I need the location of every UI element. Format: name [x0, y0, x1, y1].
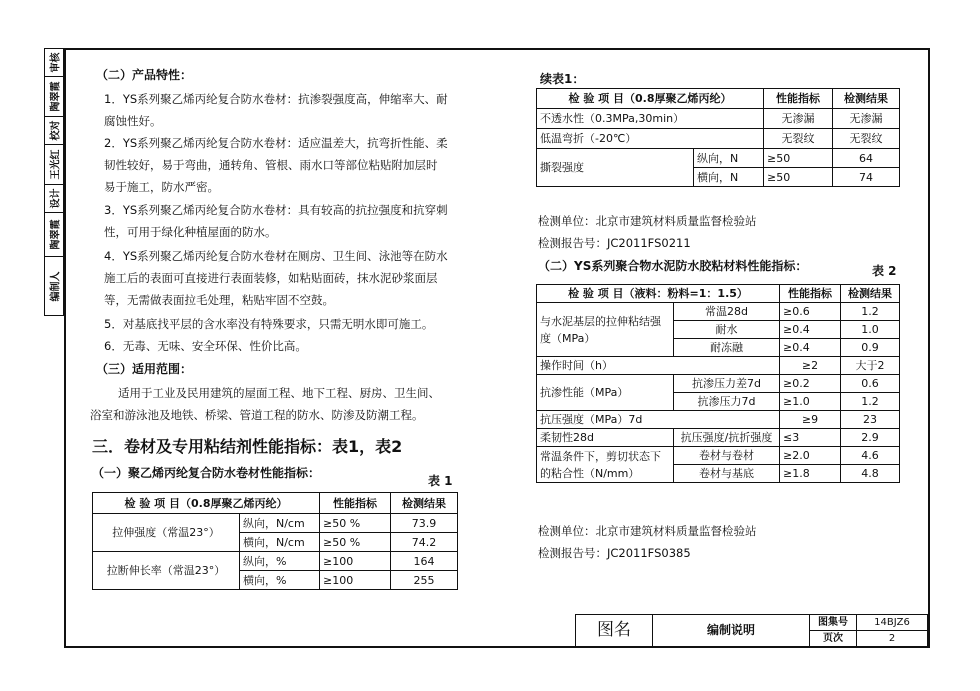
t1-row-tensile: 拉伸强度（常温23°） — [93, 514, 240, 552]
table-2 — [536, 284, 900, 483]
t2-cell: 1.2 — [841, 303, 900, 321]
t2-cell: 4.8 — [841, 465, 900, 483]
feature-4-line-b: 施工后的表面可直接进行表面装修，如粘贴面砖，抹水泥砂浆面层 — [104, 271, 438, 285]
t2-cell: ≥1.0 — [780, 393, 841, 411]
t2-cell: 常温28d — [674, 303, 780, 321]
t1c-header-result: 检测结果 — [833, 89, 900, 109]
t1-cell: 纵向，N/cm — [240, 514, 320, 533]
sign-off-strip — [44, 48, 64, 316]
t1c-header-spec: 性能指标 — [764, 89, 833, 109]
t2-row-shear: 常温条件下，剪切状态下的粘合性（N/mm） — [537, 447, 674, 483]
report-no-2: 检测报告号：JC2011FS0385 — [538, 546, 691, 560]
t1c-cell: 不透水性（0.3MPa,30min） — [537, 109, 764, 129]
sign-reviewer-name: 陶翠霞 — [45, 77, 63, 117]
t1-cell: 164 — [391, 552, 458, 571]
t1c-cell: 无渗漏 — [833, 109, 900, 129]
feature-1-line-b: 腐蚀性好。 — [104, 114, 162, 128]
title-block-page-label: 页次 — [810, 631, 857, 647]
t1-cell: 74.2 — [391, 533, 458, 552]
feature-2-line-c: 易于施工，防水严密。 — [104, 180, 219, 194]
t1c-cell: ≥50 — [764, 149, 833, 168]
t1-header-spec: 性能指标 — [320, 493, 391, 514]
t2-cell: ≥2.0 — [780, 447, 841, 465]
t2-cell: 4.6 — [841, 447, 900, 465]
feature-3-line-b: 性，可用于绿化种植屋面的防水。 — [104, 225, 277, 239]
scope-line-b: 浴室和游泳池及地铁、桥梁、管道工程的防水、防渗及防潮工程。 — [90, 408, 424, 422]
t2-cell: 卷材与基底 — [674, 465, 780, 483]
t1-cell: 255 — [391, 571, 458, 590]
sign-checker-name: 王光红 — [45, 145, 63, 185]
feature-4-line-a: 4．YS系列聚乙烯丙纶复合防水卷材在厕房、卫生间、泳池等在防水 — [104, 249, 448, 263]
section-scope-title: （三）适用范围： — [96, 362, 193, 376]
t1-cell: 横向，N/cm — [240, 533, 320, 552]
t2-cell: ≥0.6 — [780, 303, 841, 321]
table2-label: 表 2 — [872, 264, 897, 278]
table1-label: 表 1 — [428, 474, 453, 488]
table2-title: （二）YS系列聚合物水泥防水胶粘材料性能指标： — [538, 259, 808, 273]
t2-cell: ≥0.2 — [780, 375, 841, 393]
t1c-cell: 低温弯折（-20℃） — [537, 129, 764, 149]
t1c-cell: 横向，N — [694, 168, 764, 187]
t2-cell: 1.2 — [841, 393, 900, 411]
t2-cell: ≥2 — [780, 357, 841, 375]
feature-5: 5．对基底找平层的含水率没有特殊要求，只需无明水即可施工。 — [104, 317, 434, 331]
t2-cell: ≥1.8 — [780, 465, 841, 483]
feature-1-line-a: 1．YS系列聚乙烯丙纶复合防水卷材：抗渗裂强度高，伸缩率大、耐 — [104, 92, 448, 106]
t1c-row-tear: 撕裂强度 — [537, 149, 694, 187]
t1c-cell: 无裂纹 — [833, 129, 900, 149]
feature-2-line-a: 2．YS系列聚乙烯丙纶复合防水卷材：适应温差大，抗弯折性能、柔 — [104, 136, 448, 150]
t1-cell: ≥50 % — [320, 533, 391, 552]
table1-title: （一）聚乙烯丙纶复合防水卷材性能指标： — [92, 466, 321, 480]
title-block-page: 2 — [857, 631, 928, 647]
t1-cell: 纵向，% — [240, 552, 320, 571]
sign-reviewer-label: 审核 — [45, 49, 63, 77]
t1-row-elongation: 拉断伸长率（常温23°） — [93, 552, 240, 590]
t2-row-flexibility: 柔韧性28d — [537, 429, 674, 447]
feature-2-line-b: 韧性较好，易于弯曲，通转角、管根、雨水口等部位粘贴附加层时 — [104, 158, 438, 172]
title-block-name: 编制说明 — [653, 615, 810, 647]
title-block-atlas: 14BJZ6 — [857, 615, 928, 631]
table-1-continued — [536, 88, 900, 187]
t1-cell: 73.9 — [391, 514, 458, 533]
t2-cell: 1.0 — [841, 321, 900, 339]
t2-cell: ≥9 — [780, 411, 841, 429]
t2-cell: 耐水 — [674, 321, 780, 339]
t2-cell: 耐冻融 — [674, 339, 780, 357]
t1c-header-item: 检 验 项 目（0.8厚聚乙烯丙纶） — [537, 89, 764, 109]
t2-cell: 23 — [841, 411, 900, 429]
section-product-features-title: （二）产品特性： — [96, 68, 193, 82]
t1-header-result: 检测结果 — [391, 493, 458, 514]
sign-author-label: 编制人 — [50, 271, 62, 301]
feature-4-line-c: 等，无需做表面拉毛处理，粘贴牢固不空鼓。 — [104, 293, 334, 307]
t1-header-item: 检 验 项 目（0.8厚聚乙烯丙纶） — [93, 493, 320, 514]
report-no-1: 检测报告号：JC2011FS0211 — [538, 236, 691, 250]
t2-cell: 0.6 — [841, 375, 900, 393]
t2-row-seepage: 抗渗性能（MPa） — [537, 375, 674, 411]
title-block — [575, 614, 928, 647]
table-1 — [92, 492, 458, 590]
t1c-cell: 无裂纹 — [764, 129, 833, 149]
t2-cell: 抗渗压力7d — [674, 393, 780, 411]
t2-cell: ≤3 — [780, 429, 841, 447]
t1-cell: ≥100 — [320, 552, 391, 571]
t2-cell: 抗压强度/抗折强度 — [674, 429, 780, 447]
t2-cell: 卷材与卷材 — [674, 447, 780, 465]
t1c-cell: ≥50 — [764, 168, 833, 187]
sign-designer-label: 设计 — [45, 185, 63, 213]
t2-cell: ≥0.4 — [780, 321, 841, 339]
table1-continued-title: 续表1： — [540, 72, 585, 86]
feature-3-line-a: 3．YS系列聚乙烯丙纶复合防水卷材：具有较高的抗拉强度和抗穿刺 — [104, 203, 448, 217]
t2-header-item: 检 验 项 目（液料：粉料=1：1.5） — [537, 285, 780, 303]
t1c-cell: 纵向，N — [694, 149, 764, 168]
t2-row-bond: 与水泥基层的拉伸粘结强度（MPa） — [537, 303, 674, 357]
t1c-cell: 74 — [833, 168, 900, 187]
t2-cell: 大于2 — [841, 357, 900, 375]
t1-cell: ≥100 — [320, 571, 391, 590]
t2-cell: 抗渗压力差7d — [674, 375, 780, 393]
t2-cell: ≥0.4 — [780, 339, 841, 357]
t2-cell: 2.9 — [841, 429, 900, 447]
t2-row-optime: 操作时间（h） — [537, 357, 780, 375]
scope-line-a: 适用于工业及民用建筑的屋面工程、地下工程、厨房、卫生间、 — [118, 386, 440, 400]
heading-section-3: 三．卷材及专用粘结剂性能指标：表1，表2 — [92, 437, 403, 456]
test-unit-1: 检测单位：北京市建筑材料质量监督检验站 — [538, 214, 757, 228]
sign-checker-label: 校对 — [45, 117, 63, 145]
feature-6: 6．无毒、无味、安全环保、性价比高。 — [104, 339, 307, 353]
t2-cell: 0.9 — [841, 339, 900, 357]
t2-header-spec: 性能指标 — [780, 285, 841, 303]
t1-cell: 横向，% — [240, 571, 320, 590]
title-block-atlas-label: 图集号 — [810, 615, 857, 631]
t1-cell: ≥50 % — [320, 514, 391, 533]
t1c-cell: 64 — [833, 149, 900, 168]
t2-header-result: 检测结果 — [841, 285, 900, 303]
t2-row-compressive: 抗压强度（MPa）7d — [537, 411, 780, 429]
test-unit-2: 检测单位：北京市建筑材料质量监督检验站 — [538, 524, 757, 538]
title-block-name-label: 图名 — [576, 615, 653, 647]
t1c-cell: 无渗漏 — [764, 109, 833, 129]
sign-designer-name: 陶翠霞 — [45, 213, 63, 257]
